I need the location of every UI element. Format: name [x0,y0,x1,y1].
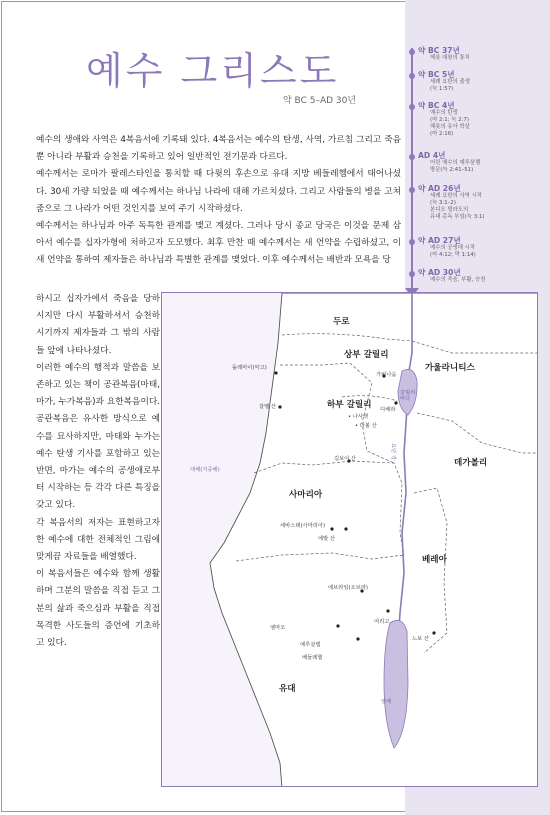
place-nebo: 느보 산 [412,636,430,642]
timeline-dot-icon [409,271,415,277]
timeline-dot-icon [409,49,415,55]
place-jordan: 요단 강 [390,443,396,461]
region-lower-galilee: 하부 갈릴리 [327,400,372,410]
place-jericho: 여리고 [374,619,390,625]
place-gilboa: 길보아 산 [334,456,357,462]
timeline-dot-icon [409,73,415,79]
region-samaria: 사마리아 [289,490,323,500]
page-title: 예수 그리스도 [86,49,340,93]
place-sea-of-galilee: 갈릴리 바다 [400,390,416,402]
city-dot [356,637,359,640]
timeline-desc: 세례 요한의 출생 (눅 1:57) [430,79,470,92]
place-capernaum: 가버나움 [376,372,397,378]
place-ptolemais: 돌레마이(악고) [232,365,267,371]
timeline-item [418,101,546,138]
timeline-dot-icon [409,187,415,193]
city-dot [330,527,333,530]
page-subtitle: 약 BC 5–AD 30년 [283,96,357,106]
body-text [36,132,401,270]
city-dot [336,624,339,627]
palestine-map [161,292,538,787]
paragraph: 이러한 예수의 행적과 말씀을 보존하고 있는 책이 공관복음(마태, 마가, 누가복음)과 요한복음이다. 공관복음은 유사한 방식으로 예수를 묘사하지만, 마태와 누가는 예수 탄생 기사를 포함하고 있는 반면, 마가는 예수의 공생애로부터 시작하는 등 각각 다른 특징을 갖고 있다. [36,362,160,511]
timeline-desc: 예수의 죽음, 부활, 승천 [430,277,486,283]
paragraph: 예수께서는 로마가 팔레스타인을 통치할 때 다윗의 후손으로 유대 지방 베들레헴에서 태어나셨다. 30세 가량 되었을 때 예수께서는 하나님 나라에 대해 가르치셨다. 그리고 사람들의 병을 고쳐줌으로 그 나라가 어떤 것인지를 보여 주기 시작하셨다. [36,169,401,214]
region-decapolis: 데가볼리 [454,458,488,468]
timeline-line [411,48,413,291]
place-jerusalem: 예루살렘 [300,642,321,648]
place-dead-sea: 염해 [381,699,392,705]
timeline-desc: 어린 예수의 예루살렘 방문(눅 2:41–51) [430,160,481,173]
paragraph: 예수의 생애와 사역은 4복음서에 기록돼 있다. 4복음서는 예수의 탄생, 사역, 가르침 그리고 죽음뿐 아니라 부활과 승천을 기록하고 있어 일반적인 전기문과 다르다. [36,135,401,163]
paragraph: 이 복음서들은 예수와 함께 생활하며 그분의 말씀을 직접 듣고 그분의 삶과 죽으심과 부활을 직접 목격한 사도들의 증언에 기초하고 있다. [36,569,160,649]
timeline-dot-icon [409,154,415,160]
timeline-dot-icon [409,104,415,110]
timeline-date: 약 AD 26년 [418,184,461,193]
timeline-date: AD 4년 [418,151,446,160]
place-nazareth: • 나사렛 [348,414,369,420]
timeline-date: 약 BC 5년 [418,70,455,79]
timeline-item [418,70,546,93]
region-upper-galilee: 상부 갈릴리 [344,350,389,360]
place-sebaste: 세바스테(사마리아) [280,523,326,529]
paragraph: 각 복음서의 저자는 표현하고자 한 예수에 대한 전체적인 그림에 맞게끔 자료들을 배열했다. [36,517,160,563]
timeline-dot-icon [409,239,415,245]
timeline-item [418,46,546,62]
region-judea: 유대 [279,684,296,694]
body-text-narrow [36,291,160,652]
timeline-date: 약 AD 30년 [418,268,461,277]
timeline-date: 약 BC 4년 [418,101,455,110]
city-dot [432,631,435,634]
place-ebal: 에발 산 [318,536,336,542]
timeline-item [418,151,546,174]
region-gaulanitis: 가울라니티스 [425,363,475,373]
paragraph: 예수께서는 하나님과 아주 독특한 관계를 맺고 계셨다. 그러나 당시 종교 당국은 이것을 문제 삼아서 예수를 십자가형에 처하고자 도모했다. 최후 만찬 때 예수께서는 새 언약을 수립하셨고, 이 새 언약을 통하여 제자들은 하나님과 특별한 관계를 맺었다. 이후 예수께서는 배반과 모욕을 당 [36,221,401,266]
place-tiberias: 디베랴 [380,407,396,413]
timeline-desc: 헤롯 대왕의 통치 [430,55,470,61]
place-bethlehem: 베들레헴 [302,655,323,661]
timeline-desc: 예수의 공생애 시작 (마 4:12; 막 1:14) [430,245,476,258]
paragraph: 하시고 십자가에서 죽음을 당하시지만 다시 부활하셔서 승천하시기까지 제자들과 그 밖의 사람들 앞에 나타나셨다. [36,294,160,356]
region-tyre: 두로 [333,317,350,327]
timeline-desc: 세례 요한의 사역 시작 (눅 3:1–2) 본디오 빌라도의 유대 총독 부임(눅 3:1) [430,193,485,220]
place-carmel: 갈멜 산 [259,404,277,410]
city-dot [386,609,389,612]
timeline-item [418,236,546,259]
map-graphic [162,293,538,787]
place-tabor: • 다볼 산 [355,423,377,429]
city-dot [278,405,281,408]
timeline-item [418,184,546,221]
region-perea: 베레아 [422,555,447,565]
city-dot [274,371,277,374]
place-ephraim: 에브라임(오브라) [328,585,368,591]
timeline-desc: 예수의 탄생 (마 2:1; 눅 2:7) 헤롯의 유아 학살 (마 2:16) [430,110,470,137]
timeline-item [418,268,546,284]
place-emmaus: 엠마오 [270,625,286,631]
place-mediterranean: 대해(지중해) [190,467,220,473]
timeline-date: 약 AD 27년 [418,236,461,245]
timeline-date: 약 BC 37년 [418,46,460,55]
city-dot [344,527,347,530]
